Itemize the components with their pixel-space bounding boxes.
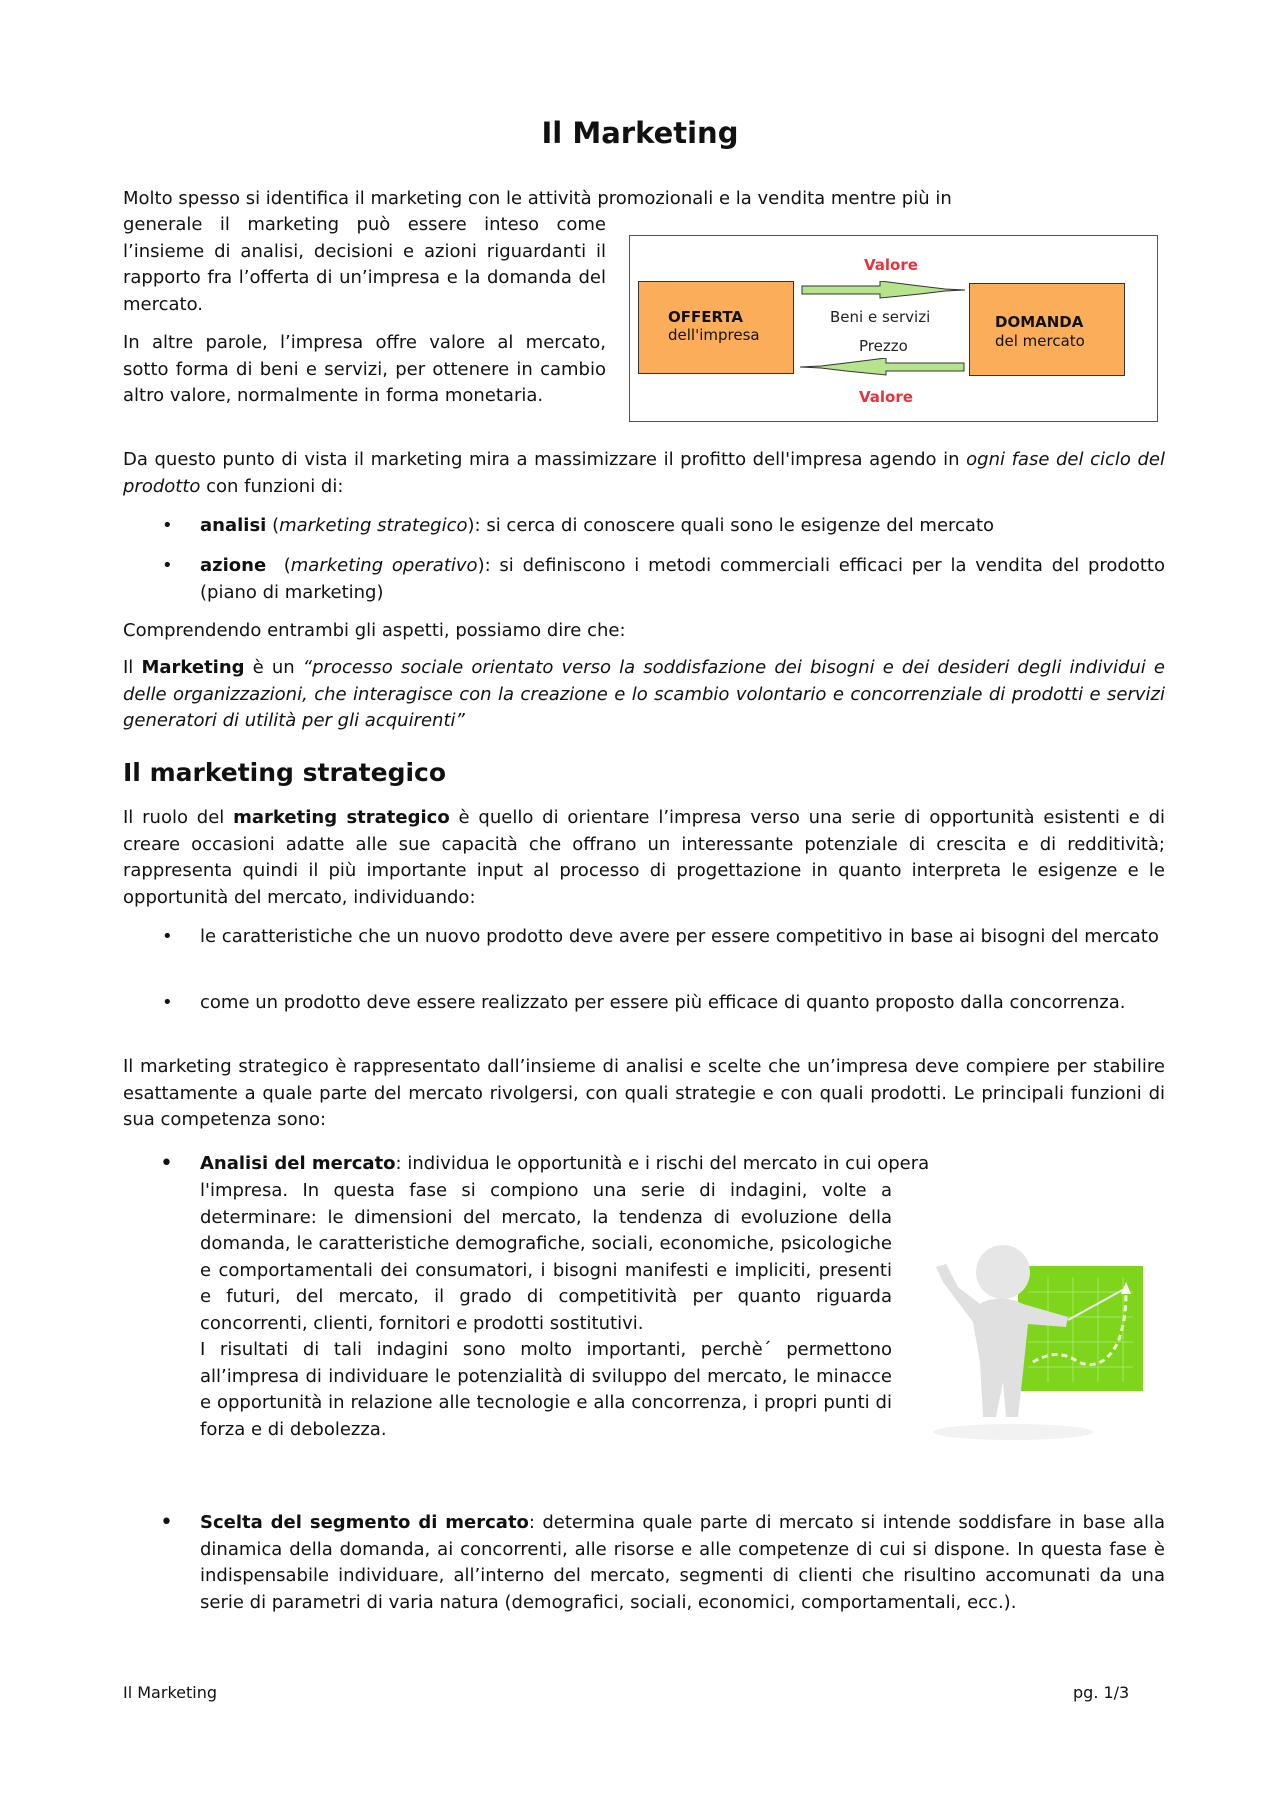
page-number: pg. 1/3 — [1073, 1683, 1130, 1702]
domanda-title: DOMANDA — [995, 313, 1084, 331]
presenter-chart-illustration — [918, 1232, 1150, 1457]
prezzo-label: Prezzo — [859, 337, 908, 355]
beni-servizi-label: Beni e servizi — [830, 308, 931, 326]
offerta-title: OFFERTA — [668, 308, 744, 326]
intro-paragraph-2: In altre parole, l’impresa offre valore al mercato, sotto forma di beni e servizi, per ottenere in cambio altro valore, normalmente in forma monetaria. — [123, 332, 606, 406]
valore-bottom-label: Valore — [859, 388, 913, 406]
valore-top-label: Valore — [864, 256, 918, 274]
section-heading: Il marketing strategico — [123, 758, 447, 787]
list-item: • analisi (marketing strategico): si cerca di conoscere quali sono le esigenze del mercato — [162, 515, 995, 536]
domanda-sub: del mercato — [995, 332, 1085, 350]
functions-paragraph: Da questo punto di vista il marketing mira a massimizzare il profitto dell'impresa agendo in ogni fase del ciclo del prodotto con funzioni di: — [123, 449, 1165, 497]
list-item: • come un prodotto deve essere realizzato per essere più efficace di quanto proposto dalla concorrenza. — [162, 992, 1126, 1013]
page-title: Il Marketing — [541, 116, 739, 150]
value-exchange-diagram — [629, 235, 1158, 422]
offerta-sub: dell'impresa — [668, 326, 760, 344]
list-item-continued: l'impresa. In questa fase si compiono una serie di indagini, volte a determinare: le dimensioni del mercato, la tendenza di evoluzione della domanda, le caratteristiche demografiche, sociali, economiche, psicologiche e comportamentali dei consumatori, i bisogni manifesti e impliciti, presenti e futuri, del mercato, il grado di competitività per quanto riguarda concorrenti, clienti, fornitori e prodotti sostitutivi. I risultati di tali indagini sono molto importanti, perchè´ permettono all’impresa di individuare le potenzialità di sviluppo del mercato, le minacce e opportunità in relazione alle tecnologie e alla concorrenza, i propri punti di forza e di debolezza. — [200, 1180, 892, 1440]
list-item: • Analisi del mercato: individua le opportunità e i rischi del mercato in cui opera — [160, 1151, 930, 1176]
arrow-left-icon — [800, 358, 966, 377]
arrow-right-icon — [800, 281, 966, 300]
footer-title: Il Marketing — [123, 1683, 217, 1702]
domanda-box — [969, 283, 1125, 376]
list-item: • le caratteristiche che un nuovo prodotto deve avere per essere competitivo in base ai bisogni del mercato — [162, 926, 1159, 947]
paragraph: Il marketing strategico è rappresentato dall’insieme di analisi e scelte che un’impresa deve compiere per stabilire esattamente a quale parte del mercato rivolgersi, con quali strategie e con quali prodotti. Le principali funzioni di sua competenza sono: — [123, 1056, 1165, 1130]
list-item: • azione (marketing operativo): si definiscono i metodi commerciali efficaci per la vendita del prodotto (piano di marketing) — [162, 555, 1165, 603]
offerta-box — [638, 281, 794, 374]
intro-paragraph: generale il marketing può essere inteso come l’insieme di analisi, decisioni e azioni riguardanti il rapporto fra l’offerta di un’impresa e la domanda del mercato. — [123, 214, 606, 315]
paragraph: Il ruolo del marketing strategico è quello di orientare l’impresa verso una serie di opportunità esistenti e di creare occasioni adatte alle sue capacità che offrano un interessante potenziale di crescita e di redditività; rappresenta quindi il più importante input al processo di progettazione in quanto interpreta le esigenze e le opportunità del mercato, individuando: — [123, 807, 1165, 908]
paragraph: Comprendendo entrambi gli aspetti, possiamo dire che: — [123, 620, 626, 641]
intro-line: Molto spesso si identifica il marketing con le attività promozionali e la vendita mentre più in — [123, 188, 952, 209]
list-item: • Scelta del segmento di mercato: determina quale parte di mercato si intende soddisfare in base alla dinamica della domanda, ai concorrenti, alle risorse e alle competenze di cui si dispone. In questa fase è indispensabile individuare, all’interno del mercato, segmenti di clienti che risultino accomunati da una serie di parametri di varia natura (demografici, sociali, economici, comportamentali, ecc.). — [160, 1510, 1165, 1613]
definition-paragraph: Il Marketing è un “processo sociale orientato verso la soddisfazione dei bisogni e dei desideri degli individui e delle organizzazioni, che interagisce con la creazione e lo scambio volontario e concorrenziale di prodotti e servizi generatori di utilità per gli acquirenti” — [123, 657, 1165, 731]
